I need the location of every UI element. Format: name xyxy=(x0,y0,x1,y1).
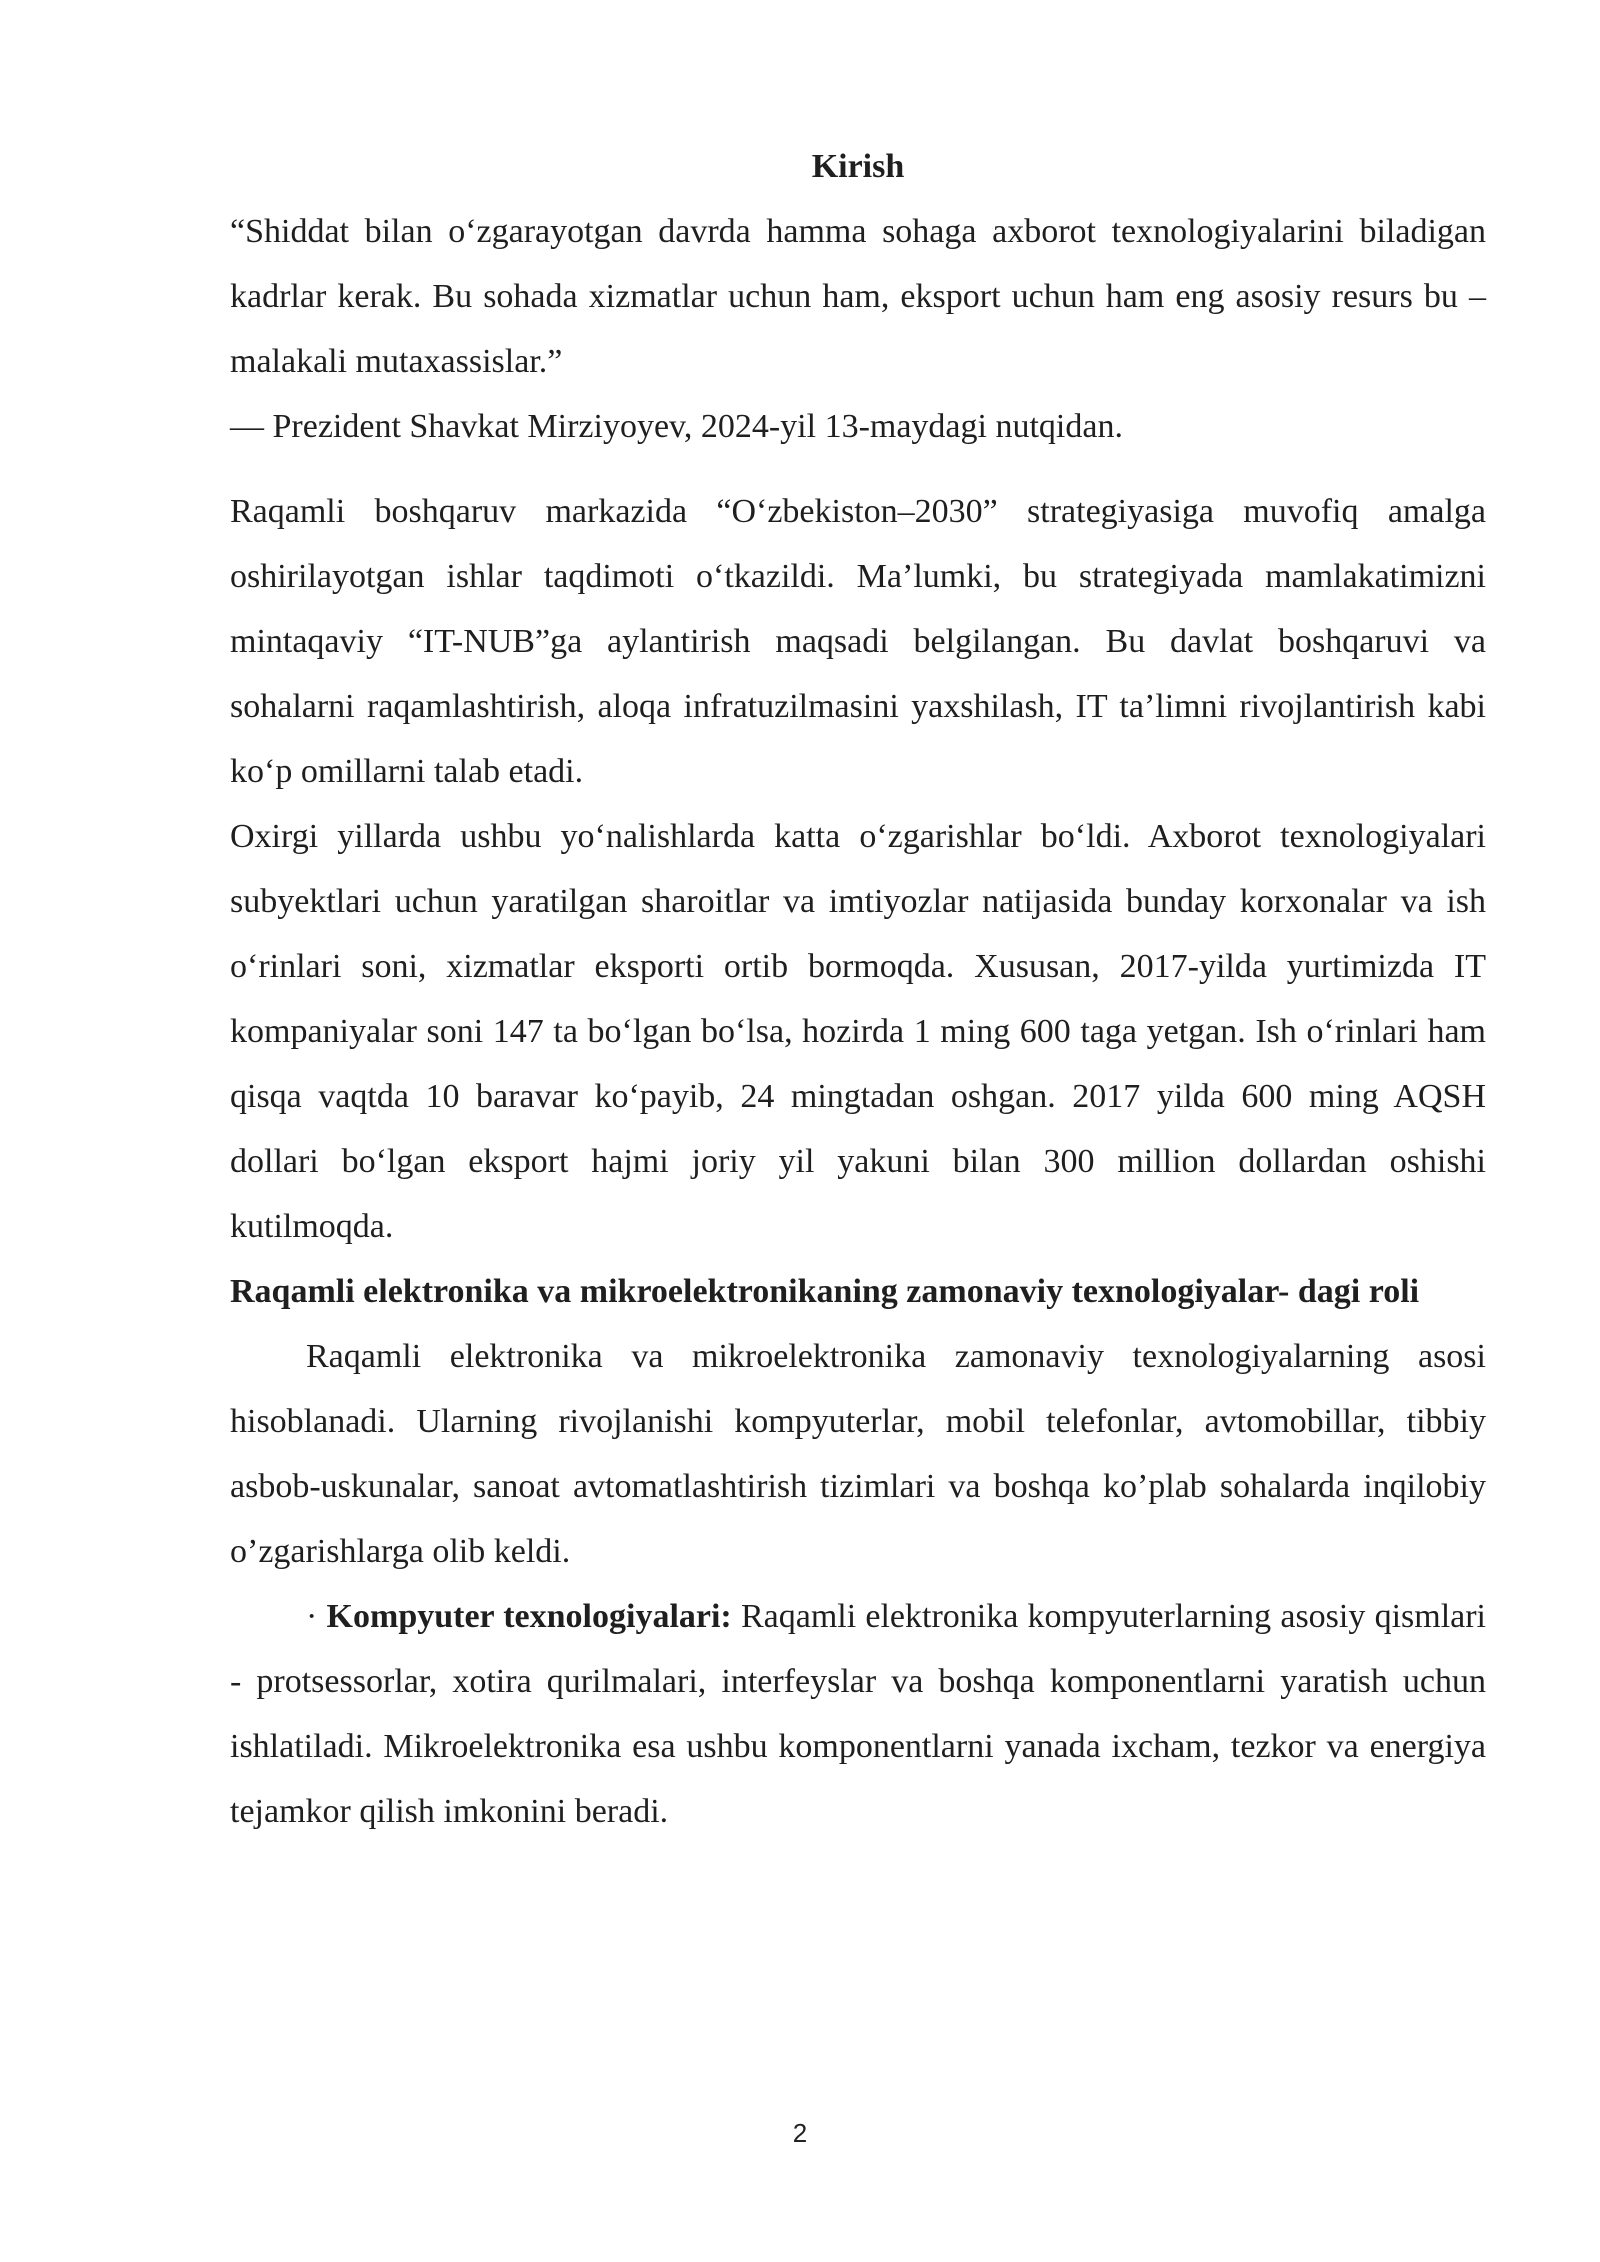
epigraph-attribution: — Prezident Shavkat Mirziyoyev, 2024-yil 13-maydagi nutqidan. xyxy=(230,408,1123,445)
page-content xyxy=(230,134,1486,1844)
page-title: Kirish xyxy=(811,148,905,185)
bullet-marker: · xyxy=(306,1598,318,1635)
epigraph-quote: “Shiddat bilan o‘zgarayotgan davrda hamma sohaga axborot texnologiyalarini biladigan kadrlar kerak. Bu sohada xizmatlar uchun ham, eksport uchun ham eng asosiy resurs bu – malakali mutaxassislar.” xyxy=(230,213,1486,380)
bullet-text: Raqamli elektronika kompyuterlarning asosiy qismlari - protsessorlar, xotira qurilmalari, interfeyslar va boshqa komponentlarni yaratish uchun ishlatiladi. Mikroelektronika esa ushbu komponentlarni yanada ixcham, tezkor va energiya tejamkor qilish imkonini beradi. xyxy=(230,1598,1487,1830)
section-heading: Raqamli elektronika va mikroelektronikaning zamonaviy texnologiyalar- dagi roli xyxy=(230,1273,1420,1310)
body-paragraph-1: Raqamli boshqaruv markazida “O‘zbekiston–2030” strategiyasiga muvofiq amalga oshirilayotgan ishlar taqdimoti o‘tkazildi. Ma’lumki, bu strategiyada mamlakatimizni mintaqaviy “IT-NUB”ga aylantirish maqsadi belgilangan. Bu davlat boshqaruvi va sohalarni raqamlashtirish, aloqa infratuzilmasini yaxshilash, IT ta’limni rivojlantirish kabi ko‘p omillarni talab etadi. xyxy=(230,493,1486,790)
bullet-item xyxy=(230,1584,1486,1844)
bullet-label: Kompyuter texnologiyalari: xyxy=(326,1598,732,1635)
page-number: 2 xyxy=(792,2118,808,2148)
body-paragraph-3: Raqamli elektronika va mikroelektronika zamonaviy texnologiyalarning asosi hisoblanadi. Ularning rivojlanishi kompyuterlar, mobil telefonlar, avtomobillar, tibbiy asbob-uskunalar, sanoat avtomatlashtirish tizimlari va boshqa ko’plab sohalarda inqilobiy o’zgarishlarga olib keldi. xyxy=(230,1338,1486,1570)
body-paragraph-2: Oxirgi yillarda ushbu yo‘nalishlarda katta o‘zgarishlar bo‘ldi. Axborot texnologiyalari subyektlari uchun yaratilgan sharoitlar va imtiyozlar natijasida bunday korxonalar va ish o‘rinlari soni, xizmatlar eksporti ortib bormoqda. Xususan, 2017-yilda yurtimizda IT kompaniyalar soni 147 ta bo‘lgan bo‘lsa, hozirda 1 ming 600 taga yetgan. Ish o‘rinlari ham qisqa vaqtda 10 baravar ko‘payib, 24 mingtadan oshgan. 2017 yilda 600 ming AQSH dollari bo‘lgan eksport hajmi joriy yil yakuni bilan 300 million dollardan oshishi kutilmoqda. xyxy=(230,818,1486,1245)
